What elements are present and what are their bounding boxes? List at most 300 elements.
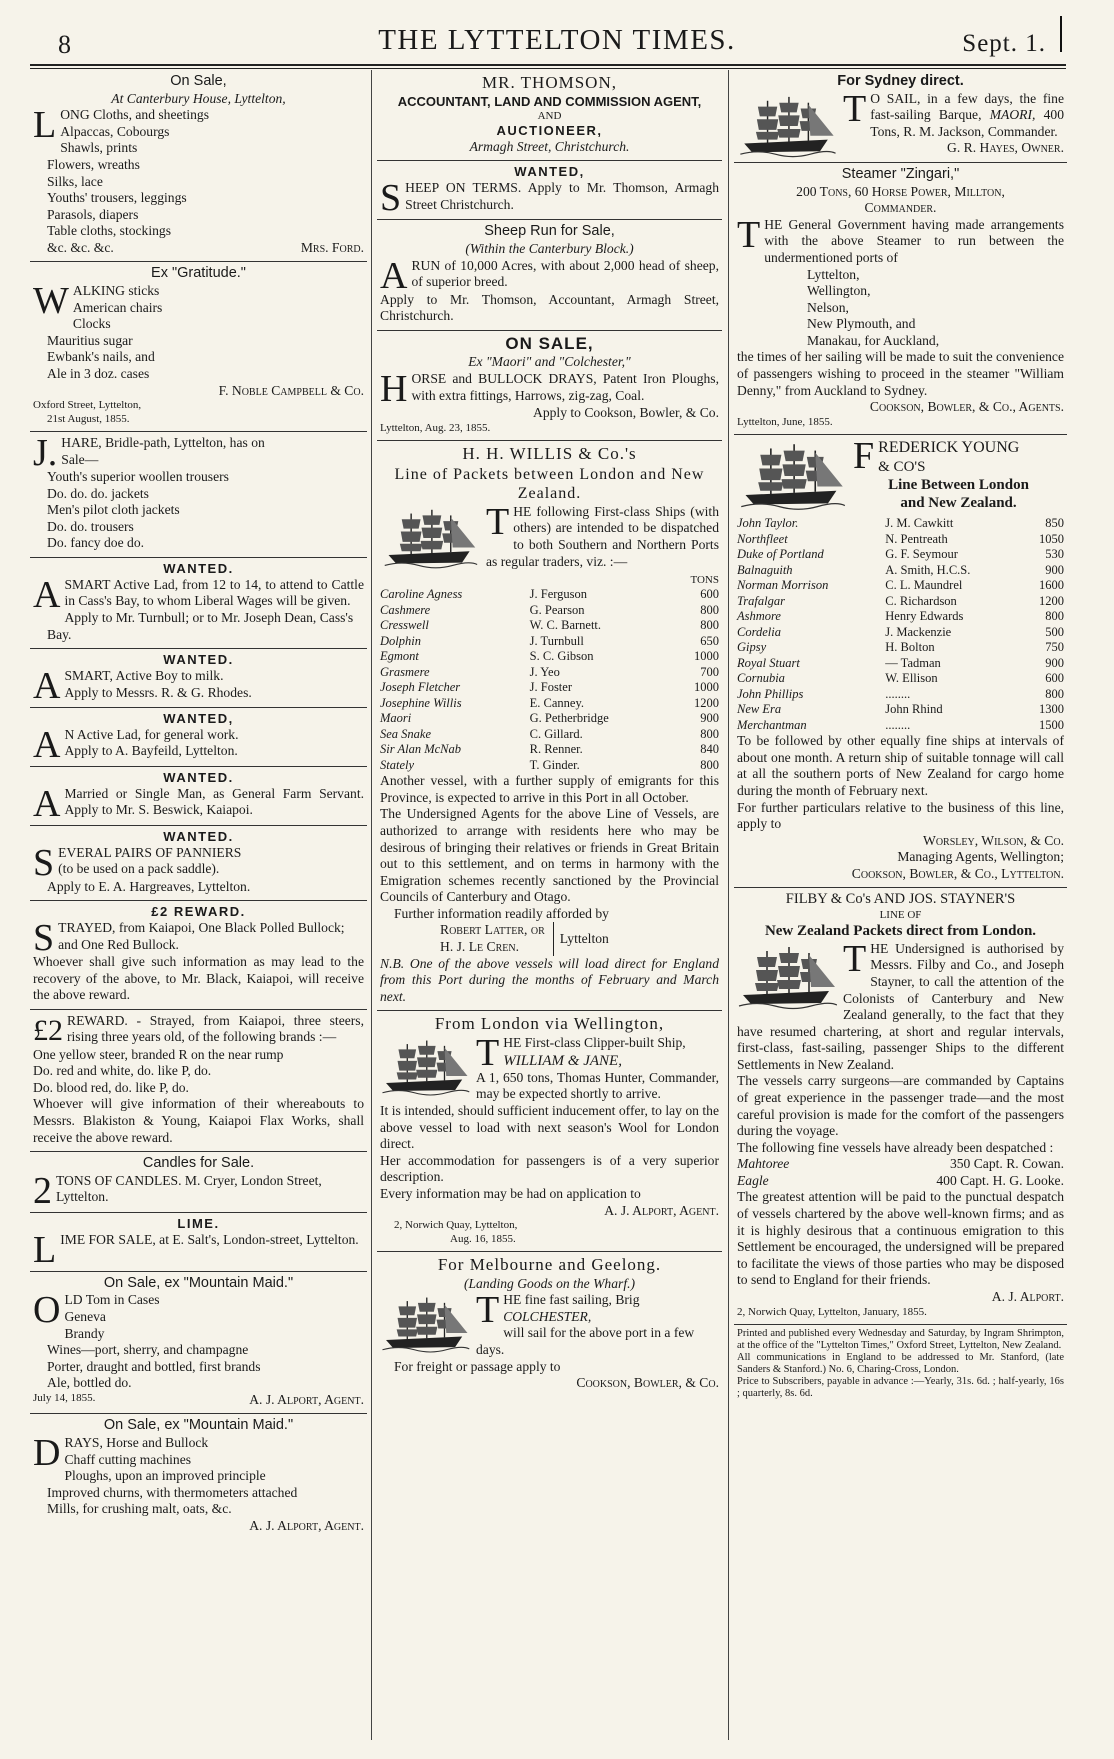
ad-wanted-servant (30, 767, 367, 826)
column-3 (734, 70, 1067, 1742)
ad-body: Another vessel, with a further supply of emigrants for this Province, is expected to arrive in this Port in all October. (380, 773, 719, 805)
ad-heading: ON SALE, (505, 333, 594, 353)
ad-text: IME FOR SALE, at E. Salt's, London-street, Lyttelton. (60, 1231, 359, 1247)
signature: F. Noble Campbell & Co. (218, 382, 364, 398)
ship-name: Cresswell (380, 618, 429, 633)
ad-text: LD Tom in Cases (64, 1292, 160, 1308)
column-1 (30, 70, 367, 1742)
drop-cap: F (853, 435, 875, 478)
captain-name: C. Gillard. (529, 726, 583, 741)
tonnage: 800 (700, 602, 719, 617)
ship-table (380, 587, 719, 773)
agent-name: H. J. Le Cren. (440, 938, 519, 954)
ship-name: John Phillips (737, 686, 804, 701)
date: Lyttelton, Aug. 23, 1855. (380, 421, 491, 434)
ship-name: Balnaguith (737, 562, 793, 577)
ad-text: HE fine fast sailing, Brig (503, 1292, 640, 1308)
ad-frederick-young (734, 435, 1067, 888)
ad-heading: WANTED. (163, 560, 234, 576)
ad-sydney-direct (734, 70, 1067, 163)
ad-body: The vessels carry surgeons—are commanded by Captains of great experience in the passenger trade—and the most careful provision is made for the comfort of the passengers during the voyage. (737, 1073, 1064, 1139)
tonnage: 800 (1045, 686, 1064, 701)
ad-steamer-zingari (734, 163, 1067, 435)
ad-body: the times of her sailing will be made to suit the convenience of passengers wishing to proceed in the steamer "William Denny," from Auckland to Sydney. (737, 349, 1064, 398)
item: Mills, for crushing malt, oats, &c. (47, 1501, 232, 1517)
ship-illustration (380, 506, 480, 572)
signature: A. J. Alport, Agent. (249, 1518, 364, 1534)
ship-row (737, 718, 1064, 734)
drop-cap: S (380, 177, 402, 220)
captain-name: H. Bolton (885, 640, 935, 655)
item: Chaff cutting machines (64, 1451, 192, 1467)
ad-sheep-run (377, 220, 722, 330)
tons-label: TONS (690, 573, 719, 586)
drop-cap: W (33, 280, 69, 323)
signature: A. J. Alport, Agent. (249, 1391, 364, 1407)
page-number: 8 (58, 30, 71, 59)
drop-cap: T (476, 1289, 500, 1332)
ship-name: Stately (380, 757, 415, 772)
item: Mauritius sugar (47, 332, 133, 348)
ship-row (737, 671, 1064, 687)
ad-thomson (377, 70, 722, 161)
item: Alpaccas, Cobourgs (60, 123, 170, 139)
apply-line: Apply to Messrs. R. & G. Rhodes. (64, 684, 252, 700)
ad-mountain-maid-drays (30, 1414, 367, 1539)
imprint-text: Price to Subscribers, payable in advance :—Yearly, 31s. 6d. ; half-yearly, 16s ; quarterly, 8s. 6d. (737, 1376, 1064, 1400)
ship-name: Joseph Fletcher (380, 680, 461, 695)
ad-text: RUN of 10,000 Acres, with about 2,000 head of sheep, of superior breed. (411, 257, 719, 290)
apply-line: Apply to Cookson, Bowler, & Co. (533, 405, 719, 421)
ad-heading: H. H. WILLIS & Co.'s (462, 444, 637, 464)
ship-row (380, 758, 719, 774)
ad-heading: WANTED. (163, 828, 234, 844)
ad-body: Every information may be had on application to (380, 1185, 641, 1201)
signature: A. J. Alport. (991, 1288, 1064, 1304)
header-rule (30, 64, 1066, 69)
item: Geneva (64, 1308, 106, 1324)
drop-cap: A (33, 664, 61, 707)
ad-text: HE following First-class Ships (with others) are intended to be dispatched to both Southern and Northern Ports as regular traders, viz. :— (486, 503, 719, 569)
ad-text: REWARD. - Strayed, from Kaiapoi, three steers, rising three years old, of the following brands :— (67, 1012, 364, 1045)
captain-name: G. F. Seymour (885, 547, 958, 562)
ad-body: For freight or passage apply to (394, 1358, 561, 1374)
captain-name: J. Turnbull (529, 633, 584, 648)
ad-subheading: AUCTIONEER, (496, 123, 603, 138)
ad-on-sale-drays (377, 331, 722, 441)
ad-text: (to be used on a pack saddle). (58, 861, 220, 877)
ad-text: SMART Active Lad, from 12 to 14, to attend to Cattle in Cass's Bay, to whom Liberal Wages will be given. (64, 576, 364, 609)
ship-name: Egmont (380, 649, 419, 664)
ship-row (380, 587, 719, 603)
drop-cap: S (33, 841, 55, 884)
column-2 (377, 70, 722, 1742)
ad-text: TRAYED, from Kaiapoi, One Black Polled Bullock; and One Red Bullock. (58, 919, 345, 952)
ad-body: Her accommodation for passengers is of a very superior description. (380, 1152, 719, 1185)
ad-candles (30, 1152, 367, 1213)
tonnage: 650 (700, 633, 719, 648)
vessel-detail: 400 Capt. H. G. Looke. (936, 1172, 1064, 1188)
ad-gratitude (30, 262, 367, 432)
ship-name: Ashmore (737, 609, 781, 624)
signature: A. J. Alport, Agent. (604, 1202, 719, 1218)
drop-cap: L (33, 1228, 57, 1271)
ship-name: Royal Stuart (737, 655, 800, 670)
brand-line: One yellow steer, branded R on the near rump (33, 1046, 284, 1062)
captain-name: J. Mackenzie (885, 624, 952, 639)
ad-text: Sale— (61, 451, 99, 467)
ship-row (380, 742, 719, 758)
ship-row (380, 618, 719, 634)
tonnage: 900 (1045, 655, 1064, 670)
ad-canterbury-house (30, 70, 367, 262)
ship-row (380, 603, 719, 619)
ship-name: Grasmere (380, 664, 430, 679)
item: Flowers, wreaths (47, 157, 140, 172)
item: &c. &c. &c. (47, 239, 114, 255)
address: Oxford Street, Lyttelton, (33, 399, 142, 412)
imprint-text: Printed and published every Wednesday and Saturday, by Ingram Shrimpton, at the office of the "Lyttelton Times," Oxford Street, Lyttelton, New Zealand. (737, 1327, 1064, 1351)
ad-heading: FILBY & Co's AND JOS. STAYNER'S (785, 891, 1016, 908)
item: Ale, bottled do. (47, 1375, 132, 1391)
signature: Cookson, Bowler, & Co., Agents. (869, 399, 1064, 415)
tonnage: 1050 (1039, 531, 1064, 546)
ship-row (737, 578, 1064, 594)
captain-name: J. Foster (529, 680, 572, 695)
ad-subheading: Ex "Maori" and "Colchester," (468, 354, 631, 370)
ad-text: Married or Single Man, as General Farm Servant. Apply to Mr. S. Beswick, Kaiapoi. (64, 785, 364, 818)
port: New Plymouth, and (807, 316, 916, 332)
ad-text: AND (537, 109, 562, 122)
ad-text: 400 Tons, R. M. Jackson, Commander. (870, 107, 1064, 139)
ad-heading: From London via Wellington, (434, 1014, 665, 1034)
tonnage: 1300 (1039, 702, 1064, 717)
item: Do. fancy doe do. (47, 535, 145, 551)
signature: Cookson, Bowler, & Co. (576, 1375, 719, 1391)
ad-reward-steers (30, 1010, 367, 1152)
captain-name: G. Pearson (529, 602, 585, 617)
ship-row (380, 649, 719, 665)
item: Clocks (72, 316, 111, 332)
ad-body: Whoever shall give such information as may lead to the recovery of the above, to Mr. Black, Kaiapoi, will receive the above reward. (33, 953, 364, 1003)
ship-name: Sea Snake (380, 726, 432, 741)
tonnage: 700 (700, 664, 719, 679)
item: Youth's superior woollen trousers (47, 469, 229, 485)
captain-name: R. Renner. (529, 742, 583, 757)
ad-subheading: (Within the Canterbury Block.) (465, 240, 634, 256)
ship-row (737, 609, 1064, 625)
ad-reward-bullock (30, 901, 367, 1010)
port: Wellington, (807, 283, 871, 299)
captain-name: T. Ginder. (529, 757, 580, 772)
ship-row (380, 696, 719, 712)
ship-name: MAORI, (989, 107, 1036, 123)
ship-row (737, 687, 1064, 703)
date: 21st August, 1855. (47, 412, 130, 425)
ad-heading: On Sale, ex "Mountain Maid." (103, 1417, 294, 1434)
imprint (734, 1325, 1067, 1405)
captain-name: E. Canney. (529, 695, 585, 710)
ad-heading: WANTED, (514, 164, 585, 180)
ship-row (380, 727, 719, 743)
ad-heading: Candles for Sale. (142, 1155, 255, 1172)
tonnage: 750 (1045, 640, 1064, 655)
drop-cap: A (380, 254, 408, 297)
item: Silks, lace (47, 173, 103, 189)
ship-name: COLCHESTER, (503, 1308, 592, 1324)
drop-cap: A (33, 723, 61, 766)
ad-subheading: Commander. (864, 200, 937, 216)
signature: Cookson, Bowler, & Co., Lyttelton. (851, 865, 1064, 881)
captain-name: J. Yeo (529, 664, 560, 679)
signature: G. R. Hayes, Owner. (947, 140, 1064, 156)
tonnage: 600 (700, 587, 719, 602)
address: 2, Norwich Quay, Lyttelton, January, 1855. (737, 1305, 927, 1318)
item: American chairs (72, 299, 163, 315)
ad-body: Further information readily afforded by (394, 905, 609, 921)
drop-cap: A (33, 782, 61, 825)
drop-cap: A (33, 573, 61, 616)
ship-row (737, 594, 1064, 610)
imprint-text: All communications in England to be addressed to Mr. Stanford, (late Sanders & Stanford.) No. 6, Charing-Cross, London. (737, 1352, 1064, 1376)
ad-text: O SAIL, in a few days, the fine fast-sailing Barque, (870, 90, 1064, 123)
item: Youths' trousers, leggings (47, 190, 187, 206)
apply-line: Apply to A. Bayfeild, Lyttelton. (64, 743, 238, 759)
ad-body: To be followed by other equally fine ships at intervals of about one month. A return ship of suitable tonnage will call at all the southern ports of New Zealand for cargo home during the month of February next. (737, 733, 1064, 798)
port: Nelson, (807, 299, 849, 315)
tonnage: 530 (1045, 547, 1064, 562)
ship-row (737, 547, 1064, 563)
item: Do. do. trousers (47, 518, 134, 534)
ad-body: Whoever will give information of their whereabouts to Messrs. Blakiston & Young, Kaiapoi Flax Works, shall receive the above reward. (33, 1096, 364, 1145)
ship-name: Maori (380, 711, 412, 726)
captain-name: G. Petherbridge (529, 711, 609, 726)
item: Wines—port, sherry, and champagne (47, 1342, 249, 1358)
ad-heading: Sheep Run for Sale, (484, 223, 615, 240)
ad-subheading: At Canterbury House, Lyttelton, (111, 90, 286, 106)
item: Ewbank's nails, and (47, 349, 155, 365)
item: Ale in 3 doz. cases (47, 366, 150, 382)
ad-subheading: Line Between London (888, 477, 1029, 493)
ad-heading: WANTED. (163, 769, 234, 785)
item: Ploughs, upon an improved principle (64, 1468, 266, 1484)
captain-name: — Tadman (885, 655, 941, 670)
captain-name: ........ (885, 717, 911, 732)
date: Lyttelton, June, 1855. (737, 415, 833, 428)
margin-rule (1060, 16, 1062, 52)
apply-line: Apply to Mr. Thomson, Accountant, Armagh Street, Christchurch. (380, 291, 719, 324)
ad-wanted-panniers (30, 826, 367, 901)
tonnage: 600 (1045, 671, 1064, 686)
drop-cap: O (33, 1289, 61, 1332)
ad-heading: For Sydney direct. (837, 73, 964, 89)
ad-willis-line (377, 441, 722, 1011)
ad-body: The greatest attention will be paid to the punctual despatch of vessels chartered by the above well-known firms; and as it is highly desirous that a continuous emigration to this Settlement be encouraged, the undersigned will be prepared to facilitate the views of those parties who may be disposed to send to England for their friends. (737, 1189, 1064, 1288)
captain-name: Henry Edwards (885, 609, 964, 624)
tonnage: 800 (700, 618, 719, 633)
ship-row (737, 656, 1064, 672)
captain-name: A. Smith, H.C.S. (885, 562, 971, 577)
drop-cap: S (33, 916, 55, 959)
signature: Managing Agents, Wellington; (897, 849, 1064, 865)
drop-cap: J. (33, 432, 58, 475)
captain-name: W. C. Barnett. (529, 618, 602, 633)
ship-illustration (380, 1037, 470, 1099)
tonnage: 1600 (1039, 578, 1064, 593)
drop-cap: T (486, 500, 510, 543)
ship-illustration (380, 1294, 470, 1356)
ship-name: Caroline Agness (380, 587, 463, 602)
ship-name: John Taylor. (737, 516, 799, 531)
ad-subheading: Line of Packets between London and New Zealand. (394, 465, 705, 503)
ad-text: TONS OF CANDLES. M. Cryer, London Street, Lyttelton. (56, 1172, 322, 1205)
ad-text: RAYS, Horse and Bullock (64, 1435, 209, 1451)
ad-subheading: New Zealand Packets direct from London. (764, 923, 1037, 940)
brand-line: Do. blood red, do. like P, do. (33, 1079, 189, 1095)
column-divider (728, 70, 729, 1740)
ad-subheading: ACCOUNTANT, LAND AND COMMISSION AGENT, (397, 93, 702, 109)
ad-heading: WANTED, (163, 710, 234, 726)
ad-text: N Active Lad, for general work. (64, 726, 239, 742)
ad-text: HE Undersigned is authorised by Messrs. Filby and Co., and Joseph Stayner, to call the attention of the Colonists of Canterbury and New Zealand generally, to the fact that they have resumed chartering, at short and regular intervals, first-class, fast-sailing, passenger Ships to the different Settlements in New Zealand. (737, 940, 1064, 1072)
brand-line: Do. red and white, do. like P, do. (33, 1063, 212, 1079)
ad-text: A 1, 650 tons, Thomas Hunter, Commander, may be expected shortly to arrive. (476, 1069, 719, 1102)
ad-heading: MR. THOMSON, (482, 73, 617, 92)
agent-name: Robert Latter, or (440, 922, 545, 938)
ad-hare (30, 432, 367, 558)
masthead (30, 16, 1084, 60)
ad-body: The following fine vessels have already been despatched : (737, 1139, 1054, 1155)
item: Brandy (64, 1325, 105, 1341)
ad-heading: Steamer "Zingari," (841, 166, 960, 182)
ship-name: Trafalgar (737, 593, 785, 608)
ship-name: WILLIAM & JANE, (503, 1052, 622, 1069)
ad-text: HE General Government having made arrangements with the above Steamer to run between the undermentioned ports of (764, 216, 1064, 265)
ad-william-jane (377, 1011, 722, 1252)
item: Shawls, prints (60, 140, 138, 156)
vessel-name: Eagle (737, 1172, 769, 1188)
item: Porter, draught and bottled, first brands (47, 1358, 261, 1374)
captain-name: N. Pentreath (885, 531, 948, 546)
ad-text: ALKING sticks (72, 283, 160, 299)
ad-colchester (377, 1252, 722, 1397)
ad-body: For further particulars relative to the business of this line, apply to (737, 799, 1064, 832)
ship-row (737, 625, 1064, 641)
ad-heading: & CO'S (878, 458, 926, 475)
ad-heading: On Sale, ex "Mountain Maid." (103, 1274, 294, 1291)
ship-row (380, 680, 719, 696)
item: Table cloths, stockings (47, 223, 172, 239)
tonnage: 900 (700, 711, 719, 726)
tonnage: 900 (1045, 562, 1064, 577)
tonnage: 1000 (694, 649, 719, 664)
date: Aug. 16, 1855. (450, 1232, 516, 1245)
apply-line: Apply to Mr. Turnbull; or to Mr. Joseph Dean, Cass's Bay. (47, 609, 354, 642)
ship-name: Gipsy (737, 640, 767, 655)
ad-heading: For Melbourne and Geelong. (437, 1254, 662, 1274)
drop-cap: T (476, 1032, 500, 1075)
ad-filby-stayner (734, 888, 1067, 1325)
item: Do. do. do. jackets (47, 485, 149, 501)
ad-text: ORSE and BULLOCK DRAYS, Patent Iron Ploughs, with extra fittings, Harrows, zig-zag, Coal. (411, 371, 719, 403)
captain-name: C. L. Maundrel (885, 578, 963, 593)
ad-heading: LIME. (177, 1215, 220, 1231)
vessel-name: Mahtoree (737, 1156, 790, 1172)
ship-name: Cordelia (737, 624, 781, 639)
column-divider (371, 70, 372, 1740)
ad-text: will sail for the above port in a few days. (476, 1325, 695, 1357)
item: Men's pilot cloth jackets (47, 502, 180, 518)
ship-name: Dolphin (380, 633, 421, 648)
ship-name: Cashmere (380, 602, 431, 617)
ship-name: Josephine Willis (380, 695, 462, 710)
note: N.B. One of the above vessels will load direct for England from this Port during the months of February and March next. (380, 955, 719, 1004)
tonnage: 1200 (1039, 593, 1064, 608)
ship-illustration (737, 440, 847, 514)
ship-name: Duke of Portland (737, 547, 824, 562)
tonnage: 800 (700, 726, 719, 741)
signature: Worsley, Wilson, & Co. (922, 832, 1064, 848)
port: Manakau, for Auckland, (807, 332, 940, 348)
ad-text: HEEP ON TERMS. Apply to Mr. Thomson, Armagh Street Christchurch. (405, 180, 719, 212)
ship-row (380, 665, 719, 681)
captain-name: J. Ferguson (529, 587, 588, 602)
drop-cap: 2 (33, 1169, 52, 1212)
address: Armagh Street, Christchurch. (469, 138, 630, 154)
ad-wanted-lad (30, 558, 367, 649)
newspaper-title: THE LYTTELTON TIMES. (378, 24, 736, 56)
drop-cap: H (380, 368, 408, 411)
vessel-detail: 350 Capt. R. Cowan. (949, 1156, 1064, 1172)
ship-name: Sir Alan McNab (380, 742, 462, 757)
ad-sheep-terms (377, 161, 722, 220)
ad-subheading: LINE OF (879, 909, 922, 922)
drop-cap: D (33, 1432, 61, 1475)
signature: Mrs. Ford. (300, 239, 364, 255)
address: 2, Norwich Quay, Lyttelton, (394, 1219, 518, 1232)
drop-cap: L (33, 104, 57, 147)
ship-name: New Era (737, 702, 782, 717)
ad-subheading: (Landing Goods on the Wharf.) (463, 1275, 636, 1291)
ad-wanted-active-lad (30, 708, 367, 767)
ad-heading: WANTED. (163, 652, 234, 668)
tonnage: 1500 (1039, 717, 1064, 732)
port: Lyttelton, (807, 266, 860, 282)
ship-illustration (737, 93, 837, 161)
item: Parasols, diapers (47, 206, 139, 222)
ad-heading: Ex "Gratitude." (151, 265, 246, 282)
item: Improved churns, with thermometers attached (47, 1484, 298, 1500)
tonnage: 840 (700, 742, 719, 757)
ship-name: Merchantman (737, 717, 807, 732)
ship-table (737, 516, 1064, 733)
apply-line: Apply to E. A. Hargreaves, Lyttelton. (47, 878, 251, 894)
ad-lime (30, 1213, 367, 1272)
ad-text: SMART, Active Boy to milk. (64, 667, 224, 683)
captain-name: J. M. Cawkitt (885, 516, 954, 531)
drop-cap: £2 (33, 1013, 63, 1047)
drop-cap: T (737, 213, 761, 256)
captain-name: ........ (885, 686, 911, 701)
ship-row (737, 516, 1064, 532)
ship-name: Norman Morrison (737, 578, 829, 593)
agent-location: Lyttelton (559, 930, 609, 946)
ad-heading: REDERICK YOUNG (878, 439, 1020, 457)
ship-row (380, 634, 719, 650)
drop-cap: T (843, 937, 867, 980)
drop-cap: T (843, 87, 867, 130)
ad-wanted-boy (30, 649, 367, 708)
